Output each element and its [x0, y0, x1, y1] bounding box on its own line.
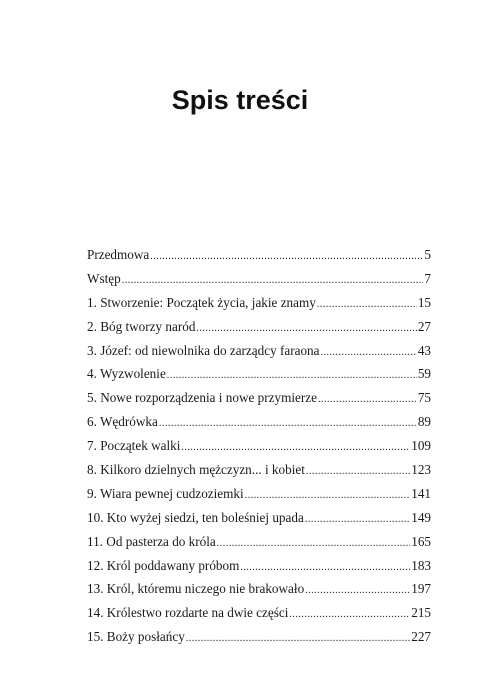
- toc-entry-label: 13. Król, któremu niczego nie brakowało: [87, 581, 305, 597]
- toc-leader-dots: [150, 245, 423, 269]
- toc-leader-dots: [306, 460, 410, 484]
- toc-leader-dots: [317, 293, 417, 317]
- toc-entry: [87, 530, 431, 554]
- toc-entry-page: 215: [411, 605, 431, 621]
- toc-entry-label: Wstęp: [87, 270, 121, 286]
- toc-leader-dots: [122, 269, 424, 293]
- toc-entry-label: 8. Kilkoro dzielnych mężczyzn... i kobiet: [87, 462, 305, 478]
- toc-entry: [87, 267, 431, 291]
- toc-entry-label: 3. Józef: od niewolnika do zarządcy faraona: [87, 342, 320, 358]
- toc-leader-dots: [159, 412, 417, 436]
- toc-entry-page: 5: [424, 247, 431, 262]
- toc-leader-dots: [181, 436, 410, 460]
- toc-leader-dots: [289, 603, 410, 627]
- toc-entry-label: Przedmowa: [87, 247, 150, 262]
- toc-entry-page: 141: [411, 485, 431, 501]
- toc-entry-page: 75: [417, 390, 431, 406]
- toc-entry-page: 43: [417, 342, 431, 358]
- toc-entry: [87, 577, 431, 601]
- toc-entry: [87, 482, 431, 506]
- toc-entry-label: 15. Boży posłańcy: [87, 629, 185, 645]
- toc-entry-page: 27: [417, 318, 431, 334]
- toc-entry-page: 7: [424, 270, 431, 286]
- toc-entry-label: 5. Nowe rozporządzenia i nowe przymierze: [87, 390, 317, 406]
- table-of-contents: [87, 243, 431, 649]
- toc-leader-dots: [186, 627, 410, 651]
- toc-entry: [87, 458, 431, 482]
- toc-entry-page: 183: [411, 557, 431, 573]
- toc-leader-dots: [318, 388, 417, 412]
- toc-leader-dots: [240, 556, 410, 580]
- toc-entry: [87, 506, 431, 530]
- toc-entry: [87, 410, 431, 434]
- toc-leader-dots: [196, 317, 416, 341]
- toc-entry: [87, 386, 431, 410]
- page-title: Spis treści: [171, 85, 309, 115]
- toc-entry-label: 6. Wędrówka: [87, 414, 158, 430]
- toc-entry: [87, 362, 431, 386]
- toc-entry-page: 123: [411, 462, 431, 478]
- toc-leader-dots: [217, 532, 410, 556]
- toc-entry: [87, 291, 431, 315]
- toc-leader-dots: [321, 341, 417, 365]
- toc-entry-label: 12. Król poddawany próbom: [87, 557, 240, 573]
- toc-entry-label: 11. Od pasterza do króla: [87, 533, 216, 549]
- toc-entry-label: 10. Kto wyżej siedzi, ten boleśniej upada: [87, 509, 304, 525]
- toc-entry-page: 197: [411, 581, 431, 597]
- toc-entry-page: 109: [411, 438, 431, 454]
- toc-entry-page: 227: [411, 629, 431, 645]
- toc-leader-dots: [305, 579, 410, 603]
- toc-entry: [87, 601, 431, 625]
- toc-entry: [87, 315, 431, 339]
- toc-entry: [87, 339, 431, 363]
- toc-entry-page: 59: [417, 366, 431, 382]
- toc-entry-label: 14. Królestwo rozdarte na dwie części: [87, 605, 289, 621]
- toc-entry-label: 9. Wiara pewnej cudzoziemki: [87, 485, 244, 501]
- toc-leader-dots: [245, 484, 411, 508]
- toc-entry-label: 1. Stworzenie: Początek życia, jakie znamy: [87, 294, 316, 310]
- toc-entry: [87, 554, 431, 578]
- toc-entry-page: 165: [411, 533, 431, 549]
- toc-entry-label: 4. Wyzwolenie: [87, 366, 166, 382]
- toc-entry-page: 149: [411, 509, 431, 525]
- toc-entry: [87, 434, 431, 458]
- toc-entry-page: 15: [417, 294, 431, 310]
- toc-leader-dots: [305, 508, 410, 532]
- toc-entry: [87, 625, 431, 649]
- toc-entry-label: 7. Początek walki: [87, 438, 181, 454]
- toc-entry: [87, 243, 431, 267]
- toc-entry-label: 2. Bóg tworzy naród: [87, 318, 196, 334]
- toc-entry-page: 89: [417, 414, 431, 430]
- toc-leader-dots: [167, 364, 417, 388]
